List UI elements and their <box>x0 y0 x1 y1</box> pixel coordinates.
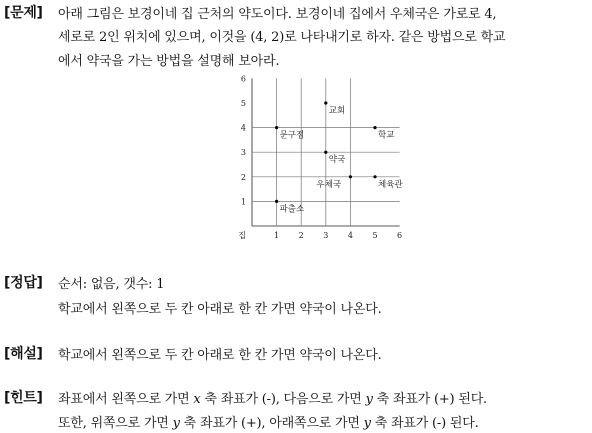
problem-label: [문제] <box>4 5 43 21</box>
place-point <box>373 175 376 178</box>
place-label: 약국 <box>328 155 346 166</box>
map-ticks <box>238 74 402 240</box>
place-label: 문구점 <box>279 130 305 141</box>
place-label: 파출소 <box>279 204 305 215</box>
y-tick-label: 4 <box>240 123 246 133</box>
hint-line-1 <box>58 388 487 407</box>
x-tick-label: 6 <box>397 231 403 240</box>
x-tick-label: 2 <box>298 231 304 240</box>
answer-label: [정답] <box>4 275 43 291</box>
place-point <box>373 126 376 129</box>
place-label: 학교 <box>378 130 395 141</box>
place-point <box>349 175 352 178</box>
place-label: 우체국 <box>316 179 342 190</box>
hint-text: 축 좌표가 (+), 아래쪽으로 가면 <box>179 416 364 431</box>
hint-label: [힌트] <box>4 390 43 406</box>
map-places <box>275 101 403 214</box>
hint-variable: x <box>193 392 201 407</box>
hint-text: 축 좌표가 (-) 된다. <box>370 416 479 431</box>
problem-line-1: 아래 그림은 보경이네 집 근처의 약도이다. 보경이네 집에서 우체국은 가로로 4, <box>58 7 497 22</box>
hint-text: 축 좌표가 (+) 된다. <box>372 392 487 407</box>
origin-label: 집 <box>238 231 246 240</box>
y-tick-label: 1 <box>240 197 246 207</box>
place-label: 교회 <box>328 106 346 116</box>
y-tick-label: 2 <box>240 172 246 182</box>
x-tick-label: 1 <box>274 231 280 240</box>
place-label: 체육관 <box>378 179 403 190</box>
x-tick-label: 5 <box>372 231 378 240</box>
hint-variable: y <box>363 416 371 431</box>
x-tick-label: 4 <box>347 231 353 240</box>
place-point <box>275 126 278 129</box>
answer-line-1: 순서: 없음, 갯수: 1 <box>58 277 165 292</box>
place-point <box>324 101 327 104</box>
x-tick-label: 3 <box>323 231 329 240</box>
place-point <box>324 151 327 154</box>
hint-variable: y <box>365 392 373 407</box>
y-tick-label: 6 <box>240 74 246 84</box>
problem-line-3: 에서 약국을 가는 방법을 설명해 보아라. <box>58 54 280 69</box>
answer-line-2: 학교에서 왼쪽으로 두 칸 아래로 한 칸 가면 약국이 나온다. <box>58 302 382 317</box>
y-tick-label: 5 <box>240 99 246 108</box>
hint-line-2 <box>58 412 479 431</box>
hint-variable: y <box>172 416 180 431</box>
y-tick-label: 3 <box>240 148 246 158</box>
explanation-label: [해설] <box>4 346 43 362</box>
problem-line-2: 세로로 2인 위치에 있으며, 이것을 (4, 2)로 나타내기로 하자. 같은 방법으로 학교 <box>58 30 506 45</box>
place-point <box>275 200 278 203</box>
hint-text: 축 좌표가 (-), 다음으로 가면 <box>200 392 366 407</box>
hint-text: 또한, 위쪽으로 가면 <box>58 416 173 431</box>
explanation-line: 학교에서 왼쪽으로 두 칸 아래로 한 칸 가면 약국이 나온다. <box>58 348 382 363</box>
hint-text: 좌표에서 왼쪽으로 가면 <box>58 392 194 407</box>
